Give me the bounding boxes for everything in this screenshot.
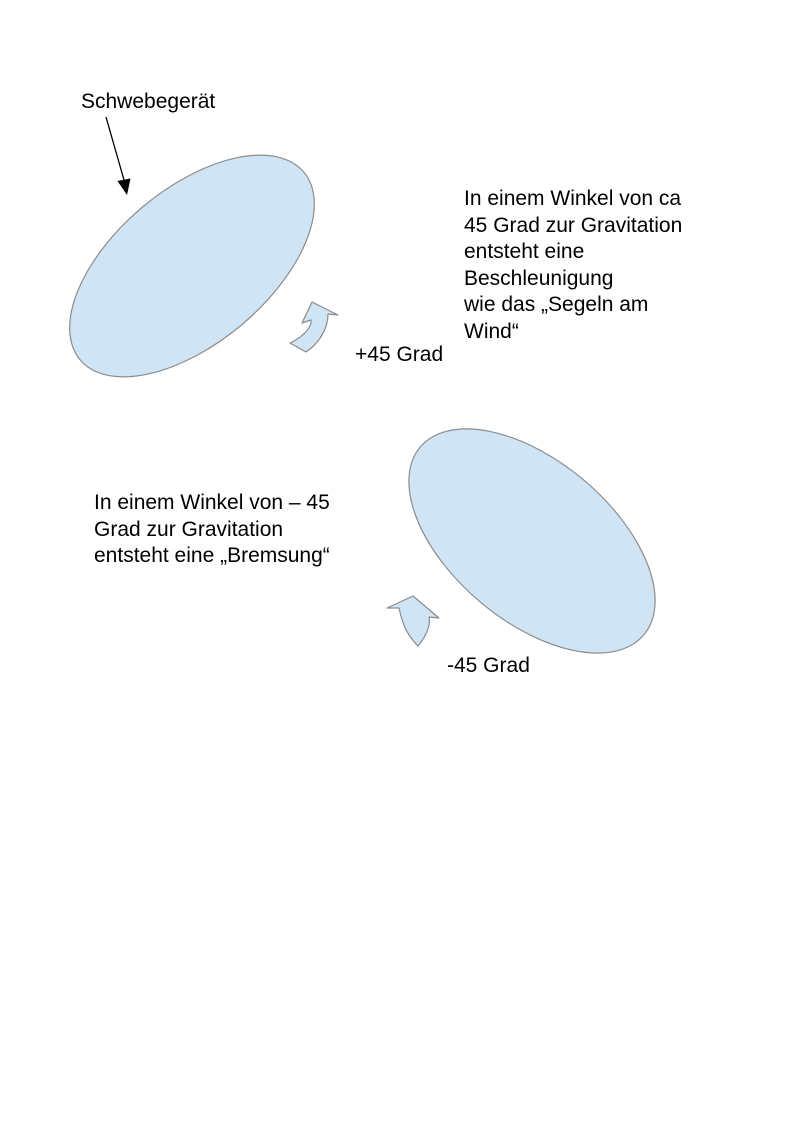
hover-device-lower [369, 386, 696, 696]
lower-explanation-line: In einem Winkel von – 45 [94, 491, 330, 514]
hover-device-upper [31, 113, 354, 419]
upper-explanation-line: entsteht eine [464, 240, 585, 263]
pointer-arrow-line [106, 117, 124, 180]
upper-explanation-line: Wind“ [464, 319, 519, 343]
lower-explanation-line: entsteht eine „Bremsung“ [94, 544, 330, 567]
upper-explanation-line: Beschleunigung [464, 266, 614, 290]
upper-explanation-line: 45 Grad zur Gravitation [464, 213, 683, 237]
upper-explanation-line: wie das „Segeln am [464, 293, 649, 316]
device-label: Schwebegerät [81, 90, 216, 113]
plus-angle-label: +45 Grad [355, 343, 444, 366]
minus-angle-label: -45 Grad [447, 654, 530, 677]
rotation-arrow-lower [387, 596, 439, 646]
upper-explanation-line: In einem Winkel von ca [464, 187, 682, 210]
lower-explanation-line: Grad zur Gravitation [94, 517, 284, 541]
upper-explanation [464, 186, 682, 345]
lower-explanation [94, 490, 330, 570]
pointer-arrow-head [118, 179, 131, 196]
rotation-arrow-upper [290, 302, 338, 352]
